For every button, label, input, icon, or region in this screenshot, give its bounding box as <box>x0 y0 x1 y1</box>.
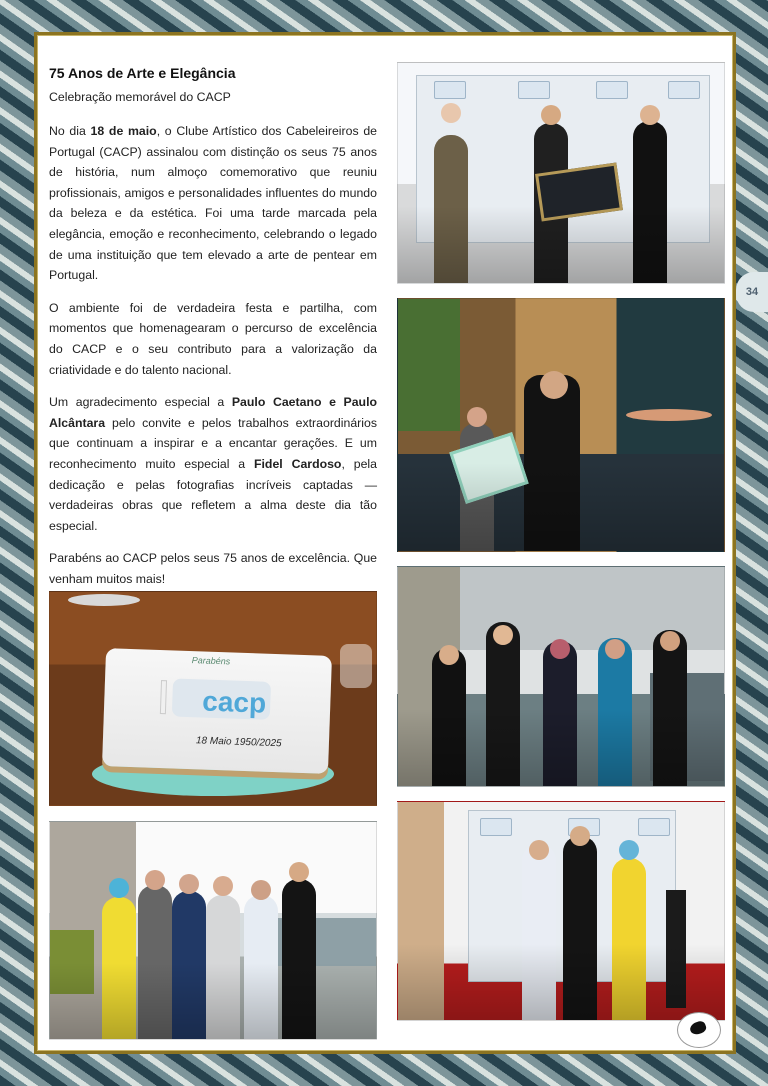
plate <box>68 594 140 606</box>
paragraph-1-before: No dia <box>49 124 91 138</box>
logo-tile <box>434 81 466 99</box>
paragraph-3-middle: pelo convite e pelos trabalhos extraordinários que continuam a inspirar e a encantar gerações. E um reconhecimento muito especial a <box>49 415 377 471</box>
person-head <box>529 840 549 860</box>
photo-shade <box>398 944 724 1020</box>
logo-tile <box>668 81 700 99</box>
cake-photo <box>49 591 377 806</box>
cake-presentation-photo <box>397 298 725 552</box>
candle <box>160 680 167 714</box>
person-head <box>570 826 590 846</box>
lamp <box>626 409 712 421</box>
person-head <box>467 407 487 427</box>
person-head <box>441 103 461 123</box>
photo-shade <box>50 963 376 1039</box>
article-title: 75 Anos de Arte e Elegância <box>49 65 236 81</box>
photo-shade <box>398 206 724 283</box>
article-paragraph-3 <box>49 392 377 536</box>
paragraph-1-after: , o Clube Artístico dos Cabeleireiros de Portugal (CACP) assinalou com distinção os seus 75 anos de história, num almoço comemorativo que reuniu profissionais, amigos e personalidades influentes do mundo da beleza e da estética. Foi uma tarde marcada pela elegância, emoção e reconhecimento, celebrando o legado de uma instituição que tem elevado a arte de pentear em Portugal. <box>49 124 377 283</box>
person-head <box>179 874 199 894</box>
person-head <box>439 645 459 665</box>
photo-shade <box>398 463 724 551</box>
person-head <box>145 870 165 890</box>
logo-tile <box>596 81 628 99</box>
magazine-page <box>34 32 736 1054</box>
person-head <box>660 631 680 651</box>
paragraph-3-photographer: Fidel Cardoso <box>254 456 342 471</box>
person-head <box>619 840 639 860</box>
person-head <box>289 862 309 882</box>
person-head <box>550 639 570 659</box>
award-photo <box>397 62 725 284</box>
person-head <box>640 105 660 125</box>
person-head <box>251 880 271 900</box>
person-head <box>493 625 513 645</box>
person-head <box>540 371 568 399</box>
photo-shade <box>398 709 724 786</box>
article-subtitle: Celebração memorável do CACP <box>49 90 231 104</box>
person-head <box>605 639 625 659</box>
cake-top-text: Parabéns <box>191 655 231 667</box>
article-body <box>49 121 377 601</box>
article-paragraph-1 <box>49 121 377 286</box>
person-head <box>213 876 233 896</box>
red-carpet-photo <box>397 801 725 1021</box>
article-paragraph-4: Parabéns ao CACP pelos seus 75 anos de excelência. Que venham muitos mais! <box>49 551 377 586</box>
glass <box>340 644 372 688</box>
logo-tile <box>638 818 670 836</box>
person-head <box>541 105 561 125</box>
cake-date: 18 Maio 1950/2025 <box>195 735 282 750</box>
group-terrace-photo <box>397 566 725 787</box>
anniversary-cake <box>102 648 332 774</box>
plants <box>398 299 460 431</box>
logo-tile <box>480 818 512 836</box>
paragraph-3-before: Um agradecimento especial a <box>49 395 232 410</box>
paragraph-1-date: 18 de maio <box>90 124 157 138</box>
outdoor-group-photo <box>49 821 377 1040</box>
publication-stamp-icon <box>677 1012 721 1048</box>
cake-logo-text: cacp <box>201 685 267 719</box>
article-paragraph-2: O ambiente foi de verdadeira festa e partilha, com momentos que homenagearam o percurso de excelência do CACP e o seu contributo para a valorização da criatividade e do talento nacional. <box>49 300 377 377</box>
paragraph-3-names: Paulo Caetano e Paulo Alcântara <box>49 395 377 430</box>
paragraph-3-after: , pela dedicação e pelas fotografias incríveis captadas — verdadeiras obras que refletem a alma deste dia tão especial. <box>49 456 377 533</box>
page-number-tab: 34 <box>736 272 768 312</box>
logo-tile <box>518 81 550 99</box>
person-head <box>109 878 129 898</box>
